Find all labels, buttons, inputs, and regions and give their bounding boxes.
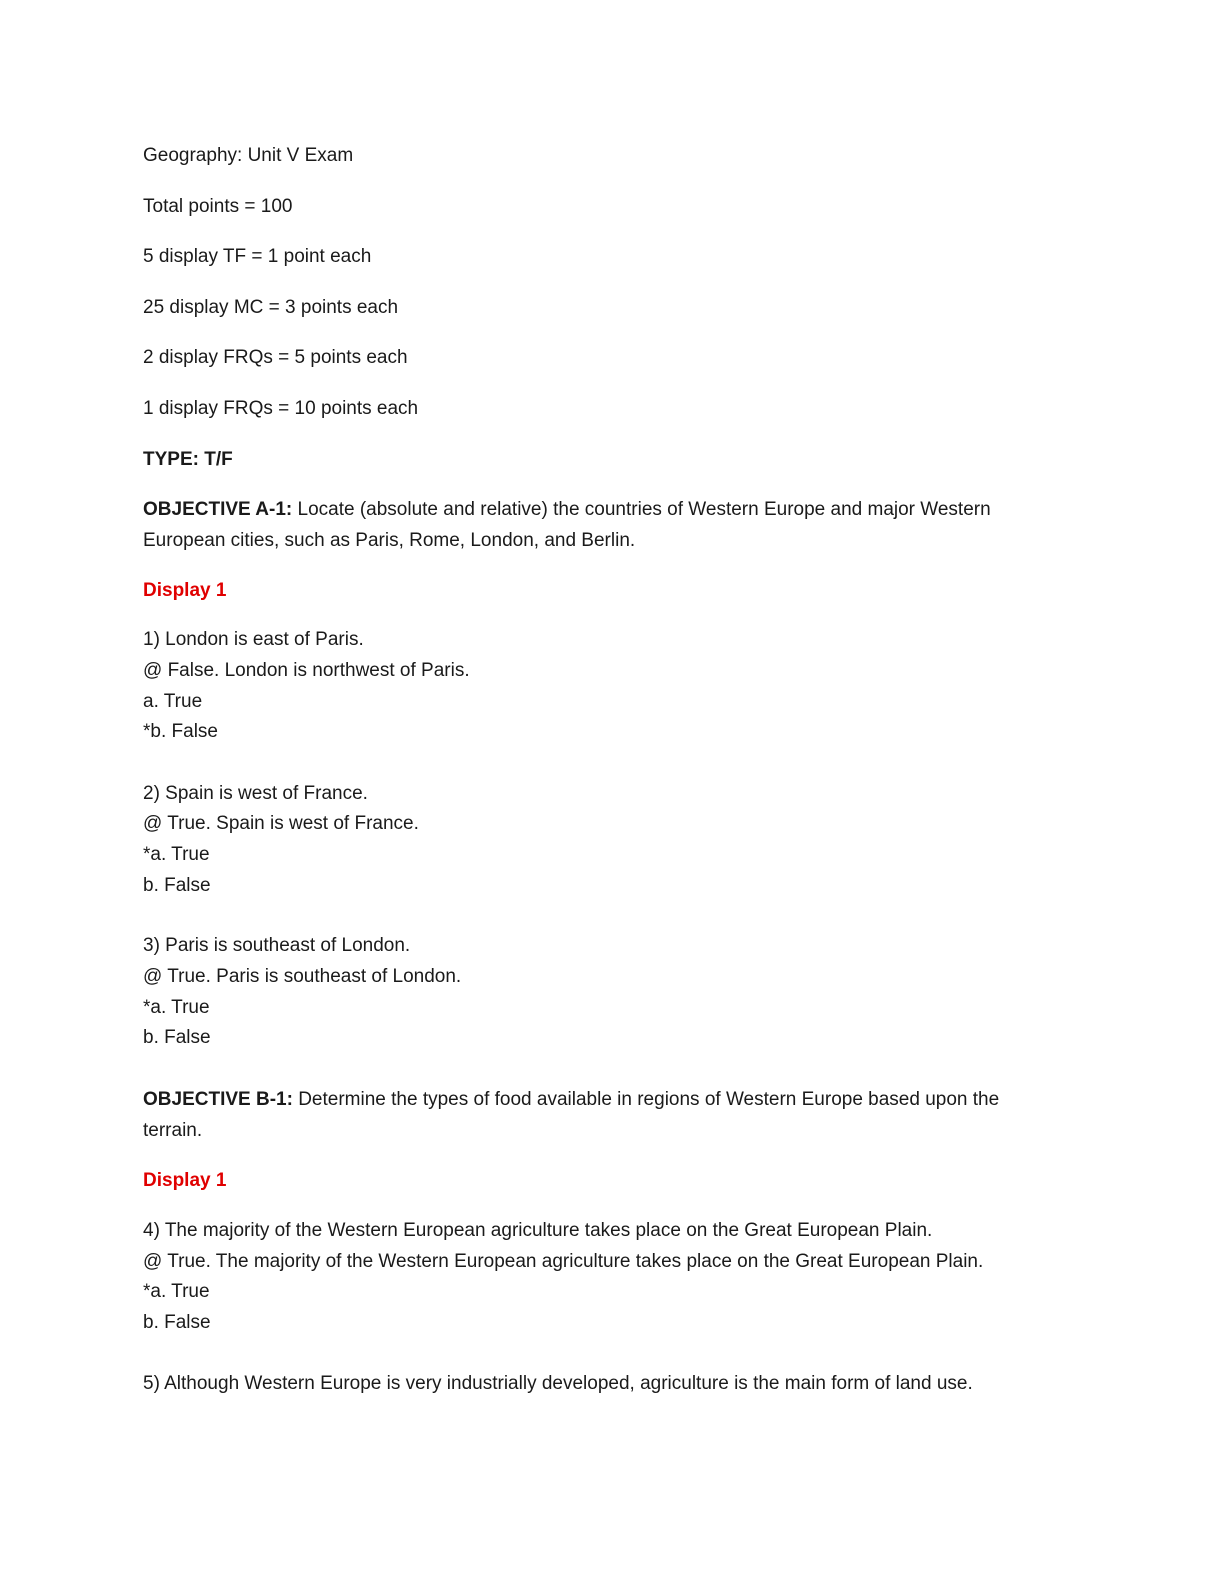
question-4-feedback: @ True. The majority of the Western European agriculture takes place on the Great European Plain. [143, 1251, 984, 1272]
question-3-option-b: b. False [143, 1027, 211, 1048]
question-2-option-a: *a. True [143, 844, 210, 865]
question-2-feedback: @ True. Spain is west of France. [143, 813, 419, 834]
question-3-option-a: *a. True [143, 997, 210, 1018]
tf-points: 5 display TF = 1 point each [143, 246, 372, 267]
question-1-option-a: a. True [143, 691, 203, 712]
question-5: 5) Although Western Europe is very industrially developed, agriculture is the main form of land use. [143, 1373, 973, 1394]
question-4-option-b: b. False [143, 1312, 211, 1333]
objective-a-label: OBJECTIVE A-1: [143, 499, 293, 520]
objective-b-text: Determine the types of food available in regions of Western Europe based upon the [292, 1089, 1000, 1110]
objective-b-line2: terrain. [143, 1120, 203, 1141]
question-4: 4) The majority of the Western European agriculture takes place on the Great European Plain. [143, 1220, 933, 1241]
question-1-option-b: *b. False [143, 721, 218, 742]
frq10-points: 1 display FRQs = 10 points each [143, 398, 419, 419]
exam-title: Geography: Unit V Exam [143, 145, 354, 166]
objective-a-text: Locate (absolute and relative) the countries of Western Europe and major Western [292, 499, 991, 520]
objective-b-label: OBJECTIVE B-1: [143, 1089, 293, 1110]
question-1: 1) London is east of Paris. [143, 629, 364, 650]
mc-points: 25 display MC = 3 points each [143, 297, 399, 318]
total-points: Total points = 100 [143, 196, 293, 217]
question-3: 3) Paris is southeast of London. [143, 935, 411, 956]
objective-b-line1 [143, 1088, 999, 1112]
question-2-option-b: b. False [143, 875, 211, 896]
objective-a-display: Display 1 [143, 580, 227, 601]
question-4-option-a: *a. True [143, 1281, 210, 1302]
question-2: 2) Spain is west of France. [143, 783, 368, 804]
objective-b-display: Display 1 [143, 1170, 227, 1191]
objective-a-line2: European cities, such as Paris, Rome, London, and Berlin. [143, 530, 636, 551]
question-3-feedback: @ True. Paris is southeast of London. [143, 966, 462, 987]
objective-a-line1 [143, 498, 991, 522]
question-1-feedback: @ False. London is northwest of Paris. [143, 660, 470, 681]
frq5-points: 2 display FRQs = 5 points each [143, 347, 408, 368]
type-label: TYPE: T/F [143, 449, 233, 470]
